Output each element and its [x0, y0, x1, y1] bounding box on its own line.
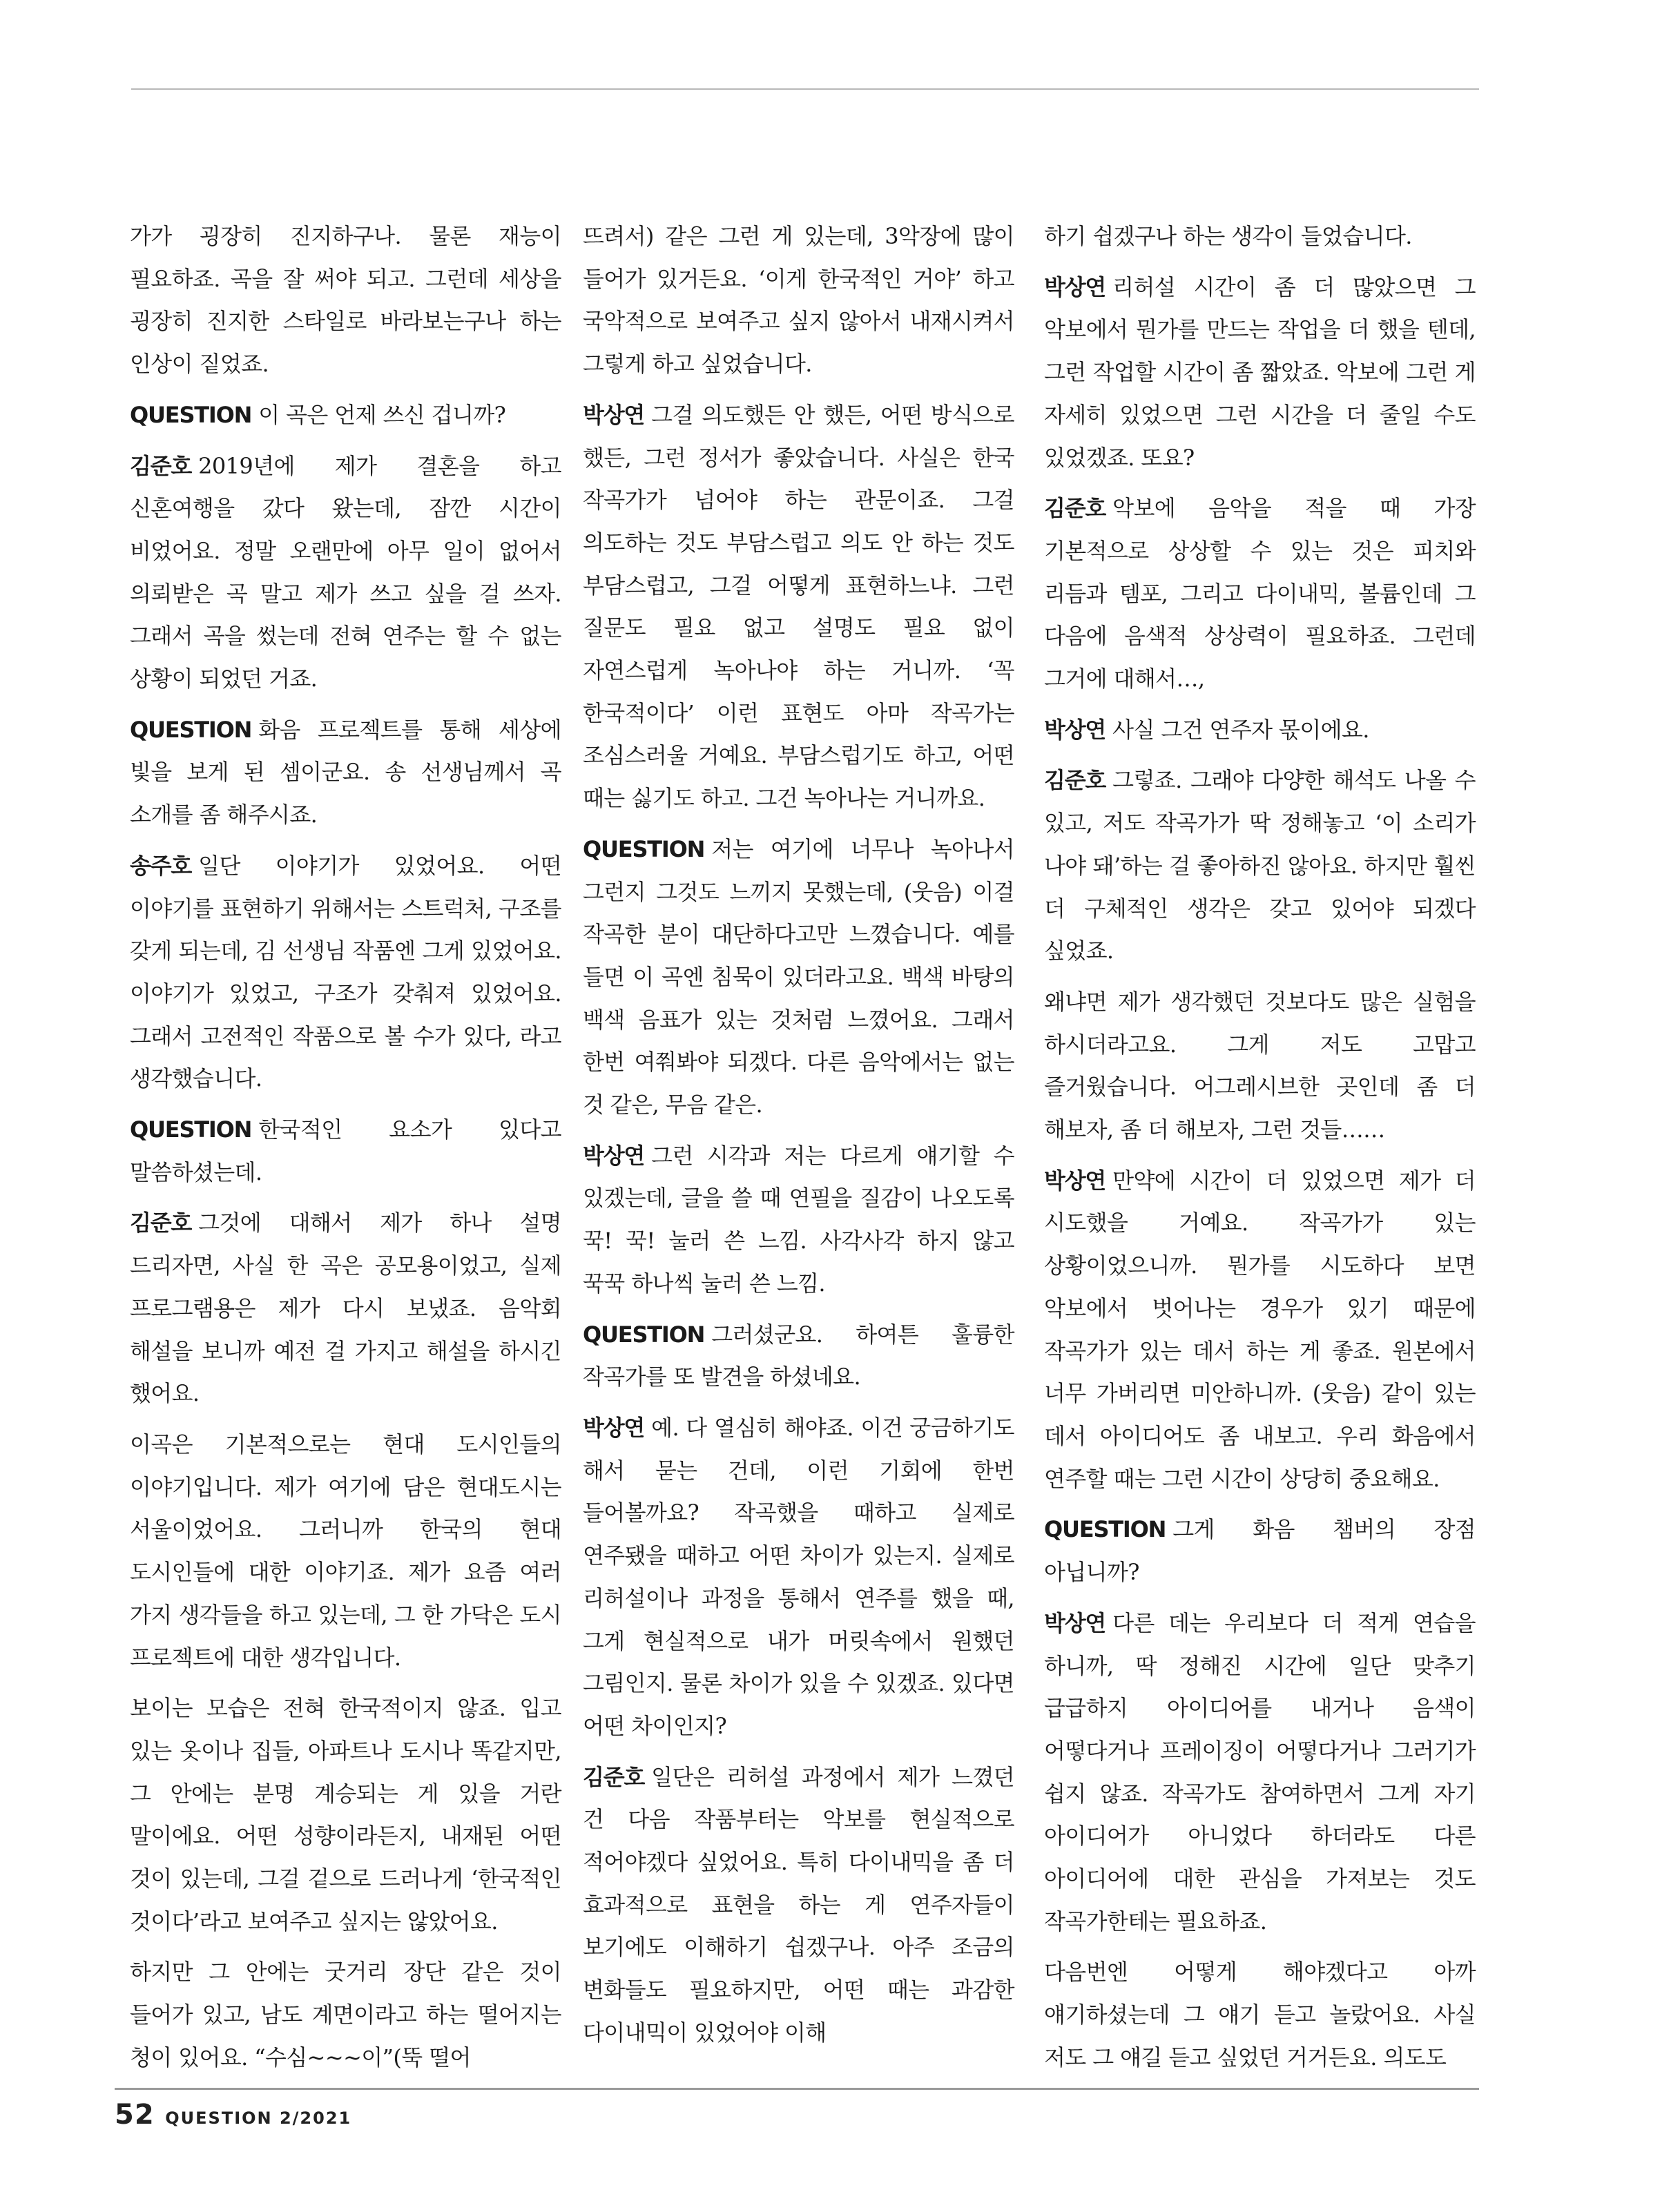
paragraph-text: 왜냐면 제가 생각했던 것보다도 많은 실험을 하시더라고요. 그게 저도 고맙고 즐거웠습니다. 어그레시브한 곳인데 좀 더 해보자, 좀 더 해보자, 그런 것들…… [1044, 988, 1476, 1143]
dialogue-paragraph [1044, 1602, 1476, 1944]
dialogue-paragraph [1044, 487, 1476, 701]
paragraph-text: 2019년에 제가 결혼을 하고 신혼여행을 갔다 왔는데, 잠깐 시간이 비었어요. 정말 오랜만에 아무 일이 없어서 의뢰받은 곡 말고 제가 쓰고 싶을 걸 쓰자. 그래서 곡을 썼는데 전혀 연주는 할 수 없는 상황이 되었던 거죠. [130, 452, 561, 692]
speaker-label: 박상연 [583, 1414, 645, 1441]
dialogue-paragraph [583, 1135, 1014, 1306]
body-paragraph [130, 1424, 561, 1679]
paragraph-text: 이 곡은 언제 쓰신 겁니까? [258, 401, 506, 428]
body-paragraph [1044, 215, 1476, 258]
top-rule [131, 88, 1479, 90]
article-column-3 [1044, 215, 1476, 2088]
speaker-label: 박상연 [583, 1142, 645, 1169]
paragraph-text: 사실 그건 연주자 몫이에요. [1112, 716, 1369, 743]
paragraph-text: 하지만 그 안에는 굿거리 장단 같은 것이 들어가 있고, 남도 계면이라고 하는 떨어지는 청이 있어요. “수심~~~이”(뚝 떨어 [130, 1959, 561, 2071]
paragraph-text: 일단 이야기가 있었어요. 어떤 이야기를 표현하기 위해서는 스트럭처, 구조를 갖게 되는데, 김 선생님 작품엔 그게 있었어요. 이야기가 있었고, 구조가 갖춰져 있었어요. 그래서 고전적인 작품으로 볼 수가 있다, 라고 생각했습니다. [130, 852, 561, 1092]
dialogue-paragraph [583, 394, 1014, 820]
paragraph-text: 악보에 음악을 적을 때 가장 기본적으로 상상할 수 있는 것은 피치와 리듬과 템포, 그리고 다이내믹, 볼륨인데 그 다음에 음색적 상상력이 필요하죠. 그런데 그거에 대해서…, [1044, 495, 1476, 692]
speaker-label: 박상연 [1044, 716, 1106, 743]
speaker-label: QUESTION [583, 835, 705, 862]
paragraph-text: 그것에 대해서 제가 하나 설명 드리자면, 사실 한 곡은 공모용이었고, 실제 프로그램용은 제가 다시 보냈죠. 음악회 해설을 보니까 예전 걸 가지고 해설을 하시긴 했어요. [130, 1210, 561, 1407]
body-paragraph [130, 1951, 561, 2079]
body-paragraph [583, 215, 1014, 386]
speaker-label: QUESTION [130, 401, 252, 428]
dialogue-paragraph [1044, 759, 1476, 973]
paragraph-text: 그걸 의도했든 안 했든, 어떤 방식으로 했든, 그런 정서가 좋았습니다. 사실은 한국 작곡가가 넘어야 하는 관문이죠. 그걸 의도하는 것도 부담스럽고 의도 안 하는 것도 부담스럽고, 그걸 어떻게 표현하느냐. 그런 질문도 필요 없고 설명도 필요 없이 자연스럽게 녹아나야 하는 거니까. ‘꼭 한국적이다’ 이런 표현도 아마 작곡가는 조심스러울 거예요. 부담스럽기도 하고, 어떤 때는 싫기도 하고. 그건 녹아나는 거니까요. [583, 401, 1014, 812]
speaker-label: 김준호 [130, 1210, 192, 1237]
paragraph-text: 그러셨군요. 하여튼 훌륭한 작곡가를 또 발견을 하셨네요. [583, 1321, 1014, 1390]
speaker-label: QUESTION [1044, 1516, 1166, 1543]
article-column-2 [583, 215, 1014, 2063]
paragraph-text: 그런 시각과 저는 다르게 얘기할 수 있겠는데, 글을 쓸 때 연필을 질감이 나오도록 꾹! 꾹! 눌러 쓴 느낌. 사각사각 하지 않고 꾹꾹 하나씩 눌러 쓴 느낌. [583, 1142, 1014, 1297]
speaker-label: QUESTION [130, 716, 252, 743]
page-number: 52 [115, 2099, 155, 2131]
paragraph-text: 일단은 리허설 과정에서 제가 느꼈던 건 다음 작품부터는 악보를 현실적으로 적어야겠다 싶었어요. 특히 다이내믹을 좀 더 효과적으로 표현을 하는 게 연주자들이 보기에도 이해하기 쉽겠구나. 아주 조금의 변화들도 필요하지만, 어떤 때는 과감한 다이내믹이 있었어야 이해 [583, 1763, 1014, 2046]
dialogue-paragraph [130, 1109, 561, 1194]
speaker-label: 김준호 [1044, 767, 1106, 794]
dialogue-paragraph [583, 1314, 1014, 1399]
body-paragraph [1044, 981, 1476, 1152]
speaker-label: 박상연 [1044, 1609, 1106, 1636]
speaker-label: 박상연 [583, 401, 645, 428]
dialogue-paragraph [130, 445, 561, 701]
body-paragraph [130, 1687, 561, 1943]
dialogue-paragraph [1044, 266, 1476, 480]
dialogue-paragraph [130, 709, 561, 837]
speaker-label: QUESTION [583, 1321, 705, 1348]
paragraph-text: 가가 굉장히 진지하구나. 물론 재능이 필요하죠. 곡을 잘 써야 되고. 그런데 세상을 굉장히 진지한 스타일로 바라보는구나 하는 인상이 짙었죠. [130, 223, 561, 378]
paragraph-text: 예. 다 열심히 해야죠. 이건 궁금하기도 해서 묻는 건데, 이런 기회에 한번 들어볼까요? 작곡했을 때하고 실제로 연주됐을 때하고 어떤 차이가 있는지. 실제로 리허설이나 과정을 통해서 연주를 했을 때, 그게 현실적으로 내가 머릿속에서 원했던 그림인지. 물론 차이가 있을 수 있겠죠. 있다면 어떤 차이인지? [583, 1414, 1014, 1739]
paragraph-text: 보이는 모습은 전혀 한국적이지 않죠. 입고 있는 옷이나 집들, 아파트나 도시나 똑같지만, 그 안에는 분명 계승되는 게 있을 거란 말이에요. 어떤 성향이라든지, 내재된 어떤 것이 있는데, 그걸 겉으로 드러나게 ‘한국적인 것이다’라고 보여주고 싶지는 않았어요. [130, 1695, 561, 1935]
dialogue-paragraph [130, 394, 561, 437]
dialogue-paragraph [583, 1756, 1014, 2055]
speaker-label: QUESTION [130, 1116, 252, 1143]
paragraph-text: 뜨려서) 같은 그런 게 있는데, 3악장에 많이 들어가 있거든요. ‘이게 한국적인 거야’ 하고 국악적으로 보여주고 싶지 않아서 내재시켜서 그렇게 하고 싶었습니다. [583, 223, 1014, 378]
speaker-label: 박상연 [1044, 273, 1106, 300]
paragraph-text: 리허설 시간이 좀 더 많았으면 그 악보에서 뭔가를 만드는 작업을 더 했을 텐데, 그런 작업할 시간이 좀 짧았죠. 악보에 그런 게 자세히 있었으면 그런 시간을 더 줄일 수도 있었겠죠. 또요? [1044, 273, 1476, 471]
paragraph-text: 이곡은 기본적으로는 현대 도시인들의 이야기입니다. 제가 여기에 담은 현대도시는 서울이었어요. 그러니까 한국의 현대 도시인들에 대한 이야기죠. 제가 요즘 여러 가지 생각들을 하고 있는데, 그 한 가닥은 도시 프로젝트에 대한 생각입니다. [130, 1431, 561, 1671]
paragraph-text: 다음번엔 어떻게 해야겠다고 아까 얘기하셨는데 그 얘기 듣고 놀랐어요. 사실 저도 그 얘길 듣고 싶었던 거거든요. 의도도 [1044, 1959, 1476, 2071]
dialogue-paragraph [130, 845, 561, 1101]
speaker-label: 김준호 [1044, 495, 1106, 522]
dialogue-paragraph [1044, 1509, 1476, 1593]
dialogue-paragraph [130, 1202, 561, 1415]
paragraph-text: 하기 쉽겠구나 하는 생각이 들었습니다. [1044, 223, 1412, 249]
speaker-label: 박상연 [1044, 1167, 1106, 1194]
body-paragraph [130, 215, 561, 386]
paragraph-text: 저는 여기에 너무나 녹아나서 그런지 그것도 느끼지 못했는데, (웃음) 이걸 작곡한 분이 대단하다고만 느꼈습니다. 예를 들면 이 곡엔 침묵이 있더라고요. 백색 바탕의 백색 음표가 있는 것처럼 느꼈어요. 그래서 한번 여쭤봐야 되겠다. 다른 음악에서는 없는 것 같은, 무음 같은. [583, 835, 1014, 1118]
article-column-1 [130, 215, 561, 2088]
speaker-label: 송주호 [130, 852, 192, 879]
paragraph-text: 다른 데는 우리보다 더 적게 연습을 하니까, 딱 정해진 시간에 일단 맞추기 급급하지 아이디어를 내거나 음색이 어떻다거나 프레이징이 어떻다거나 그러기가 쉽지 않죠. 작곡가도 참여하면서 그게 자기 아이디어가 아니었다 하더라도 다른 아이디어에 대한 관심을 가져보는 것도 작곡가한테는 필요하죠. [1044, 1609, 1476, 1935]
paragraph-text: 그렇죠. 그래야 다양한 해석도 나올 수 있고, 저도 작곡가가 딱 정해놓고 ‘이 소리가 나야 돼’하는 걸 좋아하진 않아요. 하지만 훨씬 더 구체적인 생각은 갖고 있어야 되겠다 싶었죠. [1044, 767, 1476, 965]
body-paragraph [1044, 1951, 1476, 2079]
dialogue-paragraph [1044, 1160, 1476, 1501]
paragraph-text: 한국적인 요소가 있다고 말씀하셨는데. [130, 1116, 561, 1185]
paragraph-text: 화음 프로젝트를 통해 세상에 빛을 보게 된 셈이군요. 송 선생님께서 곡 소개를 좀 해주시죠. [130, 716, 561, 828]
dialogue-paragraph [583, 1407, 1014, 1748]
bottom-rule [115, 2088, 1479, 2090]
magazine-issue: QUESTION 2/2021 [165, 2109, 352, 2128]
paragraph-text: 그게 화음 챔버의 장점 아닙니까? [1044, 1516, 1476, 1586]
dialogue-paragraph [1044, 709, 1476, 752]
speaker-label: 김준호 [583, 1763, 645, 1790]
page-footer [115, 2099, 351, 2131]
dialogue-paragraph [583, 828, 1014, 1127]
paragraph-text: 만약에 시간이 더 있었으면 제가 더 시도했을 거예요. 작곡가가 있는 상황이었으니까. 뭔가를 시도하다 보면 악보에서 벗어나는 경우가 있기 때문에 작곡가가 있는 데서 하는 게 좋죠. 원본에서 너무 가버리면 미안하니까. (웃음) 같이 있는 데서 아이디어도 좀 내보고. 우리 화음에서 연주할 때는 그런 시간이 상당히 중요해요. [1044, 1167, 1476, 1492]
speaker-label: 김준호 [130, 452, 192, 479]
